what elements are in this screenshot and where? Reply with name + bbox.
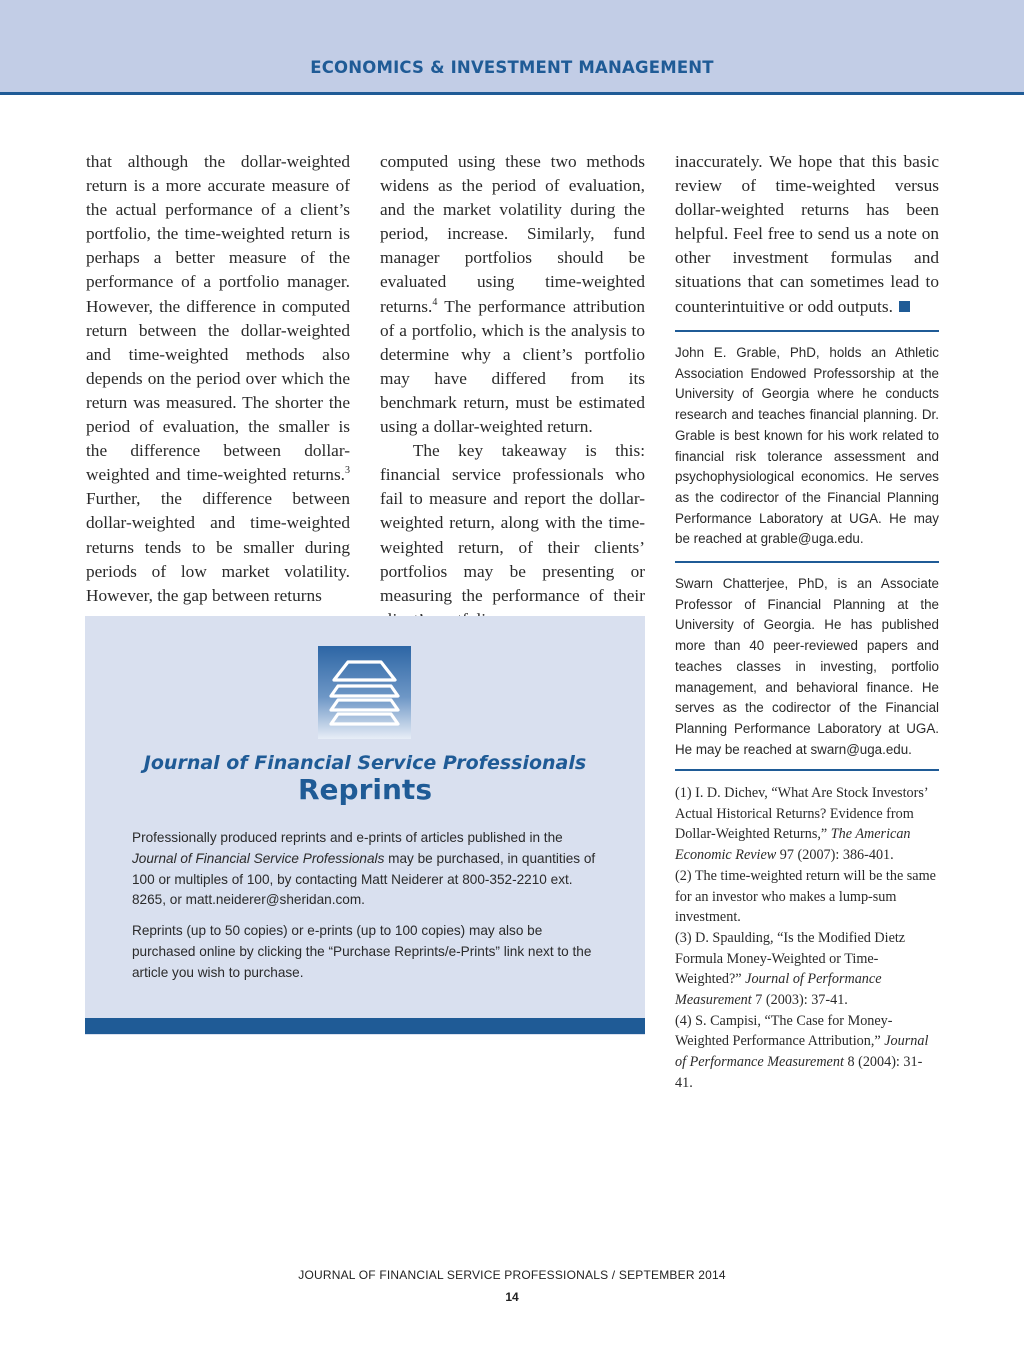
- paragraph-text: inaccurately. We hope that this basic review of time-weighted versus dollar-weighted returns has been helpful. Feel free to send us a note on other investment formulas and situations that can sometimes lead to counterintuitive or odd outputs.: [675, 152, 939, 316]
- footer-journal-issue: JOURNAL OF FINANCIAL SERVICE PROFESSIONALS / SEPTEMBER 2014: [298, 1268, 726, 1282]
- article-paragraph: [675, 150, 939, 319]
- reprints-text: Reprints (up to 50 copies) or e-prints (up to 100 copies) may also be purchased online by clicking the “Purchase Reprints/e-Prints” link next to the article you wish to purchase.: [132, 923, 592, 980]
- reference-text: (1) I. D. Dichev, “What Are Stock Investors’ Actual Historical Returns? Evidence from Dollar-Weighted Returns,”: [675, 785, 928, 843]
- page-number: 14: [505, 1290, 519, 1304]
- paragraph-text: Further, the difference between dollar-weighted and time-weighted returns tends to be smaller during periods of low market volatility. However, the gap between returns: [86, 489, 350, 605]
- reprints-heading: Reprints: [298, 773, 432, 806]
- reprints-paragraph-1: [132, 828, 600, 911]
- text-span: may be purchased, in quantities of 100 or multiples of 100, by contacting Matt Neiderer at 800-352-2210 ext. 8265, or matt.neiderer@sheridan.com.: [132, 850, 596, 908]
- end-of-article-square-icon: [899, 301, 910, 312]
- reprints-paragraph-2: [132, 921, 600, 983]
- reference-text: (4) S. Campisi, “The Case for Money-Weighted Performance Attribution,”: [675, 1012, 893, 1050]
- reference-text: 7 (2003): 37-41.: [751, 992, 848, 1009]
- reference-journal: Journal of Performance Measurement: [675, 1033, 929, 1071]
- reprints-box-bottom-bar: [85, 1018, 645, 1034]
- author-bio-chatterjee: [675, 574, 939, 760]
- divider: [675, 769, 939, 771]
- reference-text: 97 (2007): 386-401.: [776, 847, 894, 864]
- article-paragraph: [86, 150, 350, 608]
- reference-item: [675, 1011, 939, 1094]
- footnote-marker: 3: [345, 465, 350, 477]
- article-paragraph: [380, 150, 645, 439]
- article-column-1: [86, 150, 350, 608]
- reprints-text: [132, 828, 600, 911]
- divider: [675, 330, 939, 332]
- reference-text: 8 (2004): 31-41.: [675, 1054, 923, 1091]
- reference-item: [675, 783, 939, 866]
- section-title: ECONOMICS & INVESTMENT MANAGEMENT: [310, 58, 714, 77]
- reference-item: [675, 928, 939, 1011]
- journal-name: Journal of Financial Service Professionals: [132, 850, 385, 866]
- text-span: Professionally produced reprints and e-prints of articles published in the: [132, 830, 563, 845]
- header-band: [0, 0, 1024, 92]
- stacked-pages-logo-icon: [318, 646, 411, 739]
- reprints-journal-name: Journal of Financial Service Professionals: [143, 752, 587, 774]
- footnote-marker: 4: [432, 296, 438, 308]
- references: [675, 783, 939, 1094]
- article-paragraph: The key takeaway is this: financial service professionals who fail to measure and report the dollar-weighted return, along with the time-weighted return, of their clients’ portfolios may be presenting or measuring the performance of their: [380, 441, 645, 605]
- article-column-3: [675, 150, 939, 319]
- article-column-2: [380, 150, 645, 632]
- divider: [675, 561, 939, 563]
- header-rule: [0, 92, 1024, 95]
- bio-text: Swarn Chatterjee, PhD, is an Associate Professor of Financial Planning at the University of Georgia. He has published more than 40 peer-reviewed papers and teaches classes in investing, portfolio management, and behavioral finance. He serves as the codirector of the Financial Planning Performance Laboratory at UGA. He may be reached at swarn@uga.edu.: [675, 576, 939, 757]
- paragraph-text: that although the dollar-weighted return is a more accurate measure of the actual performance of a client’s portfolio, the time-weighted return is perhaps a better measure of the performance of a portfolio manager. However, the difference in computed return between the dollar-weighted and time-weighted methods also depends on the period over which the return was measured. The shorter the period of evaluation, the smaller is the difference between dollar-weighted and time-weighted returns.: [86, 152, 350, 485]
- paragraph-text: computed using these two methods widens as the period of evaluation, and the market volatility during the period, increase. Similarly, fund manager portfolios should be evaluated using time-weighted returns.: [380, 152, 645, 316]
- reference-journal: The American Economic Review: [675, 826, 911, 864]
- reference-journal: Journal of Performance Measurement: [675, 971, 882, 1009]
- reference-item: (2) The time-weighted return will be the same for an investor who makes a lump-sum investment.: [675, 867, 936, 926]
- reference-text: (3) D. Spaulding, “Is the Modified Dietz Formula Money-Weighted or Time-Weighted?”: [675, 929, 906, 988]
- author-bio-grable: [675, 343, 939, 550]
- paragraph-text: The performance attribution of a portfolio, which is the analysis to determine why a client’s portfolio may have differed from its benchmark return, must be estimated using a dollar-weighted return.: [380, 296, 645, 437]
- bio-text: John E. Grable, PhD, holds an Athletic Association Endowed Professorship at the University of Georgia where he conducts research and teaches financial planning. Dr. Grable is best known for his work related to financial risk tolerance assessment and psychophysiological economics. He serves as the codirector of the Financial Planning Performance Laboratory at UGA. He may be reached at grable@uga.edu.: [675, 345, 939, 547]
